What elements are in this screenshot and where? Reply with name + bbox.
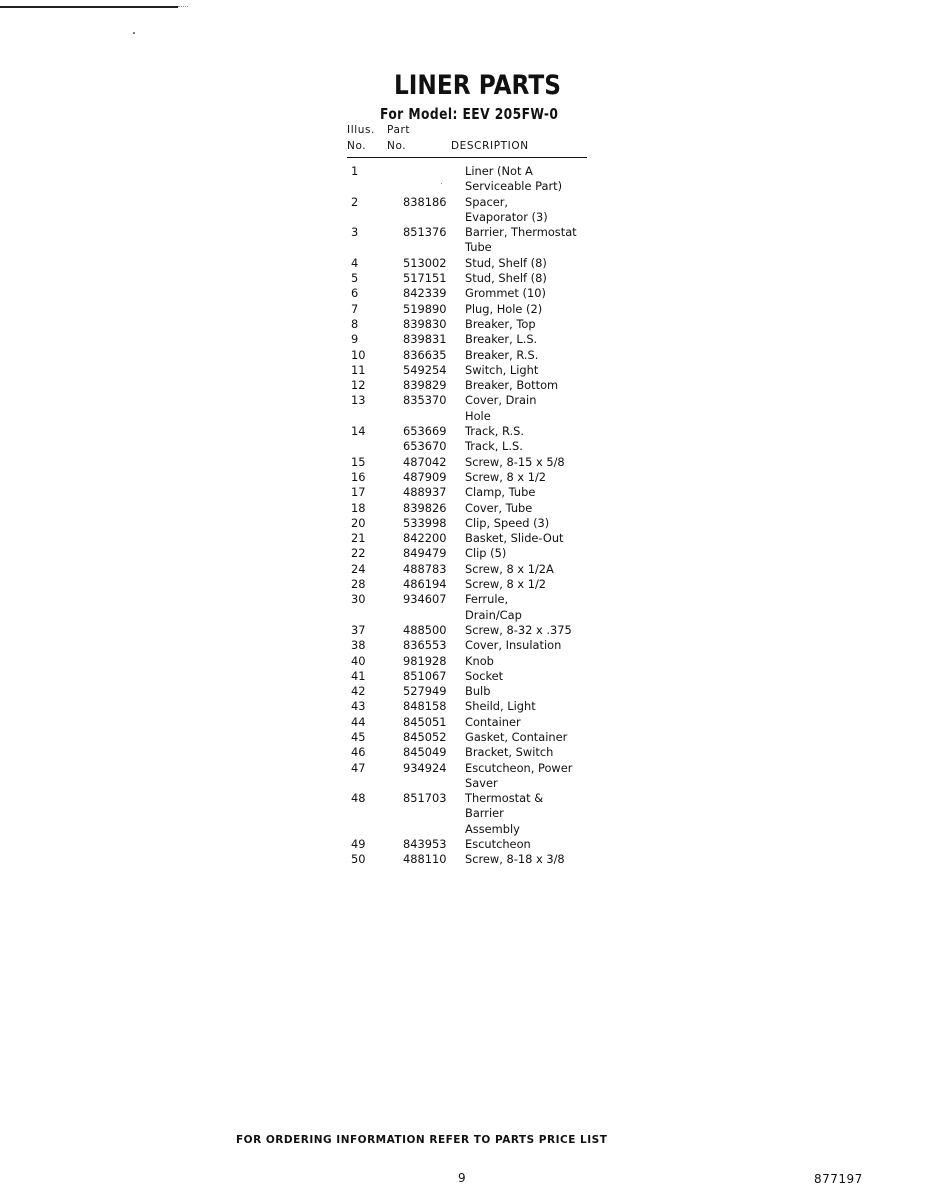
part-number: 488783 xyxy=(403,561,447,576)
part-number: 845052 xyxy=(403,729,447,744)
part-description: Breaker, Top xyxy=(465,316,536,331)
illus-number: 22 xyxy=(351,546,366,561)
page-title: LINER PARTS xyxy=(394,70,561,101)
part-description: Screw, 8-15 x 5/8 xyxy=(465,454,565,469)
part-number: 487909 xyxy=(403,469,447,484)
table-row xyxy=(347,195,587,226)
illus-number: 10 xyxy=(351,347,366,362)
table-row xyxy=(347,332,587,347)
part-number: 836635 xyxy=(403,347,447,362)
parts-table xyxy=(347,124,587,868)
model-subtitle: For Model: EEV 205FW-0 xyxy=(380,105,559,123)
part-number: 851067 xyxy=(403,668,447,683)
illus-number: 50 xyxy=(351,852,366,867)
table-row xyxy=(347,684,587,699)
table-row xyxy=(347,286,587,301)
table-row xyxy=(347,470,587,485)
illus-number: 12 xyxy=(351,378,366,393)
illus-number: 30 xyxy=(351,592,366,607)
part-description: Stud, Shelf (8) xyxy=(465,255,547,270)
part-description: Liner (Not A Serviceable Part) xyxy=(465,164,563,194)
part-number: 653670 xyxy=(403,439,447,454)
illus-number: 20 xyxy=(351,515,366,530)
illus-number: 6 xyxy=(351,286,359,301)
table-row xyxy=(347,730,587,745)
part-description: Breaker, Bottom xyxy=(465,378,559,393)
part-number: 488937 xyxy=(403,485,447,500)
part-number: 845049 xyxy=(403,745,447,760)
part-number: 519890 xyxy=(403,301,447,316)
parts-table-header-row-1 xyxy=(347,124,587,140)
table-row xyxy=(347,852,587,867)
illus-number: 48 xyxy=(351,791,366,806)
table-row xyxy=(347,363,587,378)
illus-number: 15 xyxy=(351,454,366,469)
part-description: Knob xyxy=(465,653,494,668)
scan-speck xyxy=(133,32,135,34)
part-description: Cover, Drain Hole xyxy=(465,393,537,423)
part-number: 849479 xyxy=(403,546,447,561)
part-number: 488500 xyxy=(403,622,447,637)
parts-table-header-row-2 xyxy=(347,140,587,158)
illus-number: 24 xyxy=(351,561,366,576)
part-number: 839830 xyxy=(403,316,447,331)
part-number: 488110 xyxy=(403,852,447,867)
table-row xyxy=(347,791,587,837)
part-description: Bulb xyxy=(465,684,491,699)
part-description: Basket, Slide-Out xyxy=(465,531,564,546)
parts-table-body xyxy=(347,164,587,868)
table-row xyxy=(347,455,587,470)
table-row xyxy=(347,669,587,684)
part-number: 835370 xyxy=(403,393,447,408)
part-description: Socket xyxy=(465,668,504,683)
illus-number: 17 xyxy=(351,485,366,500)
part-number: 842339 xyxy=(403,286,447,301)
illus-number: 42 xyxy=(351,684,366,699)
part-description: Screw, 8-18 x 3/8 xyxy=(465,852,565,867)
part-description: Grommet (10) xyxy=(465,286,546,301)
header-description: DESCRIPTION xyxy=(451,140,529,152)
part-description: Bracket, Switch xyxy=(465,745,554,760)
table-row xyxy=(347,562,587,577)
part-number: 839829 xyxy=(403,378,447,393)
part-number: 843953 xyxy=(403,837,447,852)
part-description: Cover, Tube xyxy=(465,500,533,515)
part-description: Barrier, Thermostat Tube xyxy=(465,225,577,255)
table-row xyxy=(347,546,587,561)
illus-number: 38 xyxy=(351,638,366,653)
illus-number: 28 xyxy=(351,577,366,592)
part-description: Clip, Speed (3) xyxy=(465,515,550,530)
part-number: 487042 xyxy=(403,454,447,469)
part-description: Breaker, R.S. xyxy=(465,347,539,362)
illus-number: 41 xyxy=(351,668,366,683)
part-description: Clamp, Tube xyxy=(465,485,536,500)
part-description: Ferrule, Drain/Cap xyxy=(465,592,522,622)
table-row xyxy=(347,439,587,454)
part-description: Escutcheon xyxy=(465,837,531,852)
part-description: Clip (5) xyxy=(465,546,507,561)
illus-number: 47 xyxy=(351,760,366,775)
document-number: 877197 xyxy=(814,1172,863,1186)
table-row xyxy=(347,302,587,317)
illus-number: 40 xyxy=(351,653,366,668)
part-number: 848158 xyxy=(403,699,447,714)
table-row xyxy=(347,699,587,714)
ordering-note: FOR ORDERING INFORMATION REFER TO PARTS PRICE LIST xyxy=(236,1134,608,1146)
part-description: Breaker, L.S. xyxy=(465,332,538,347)
part-number: 845051 xyxy=(403,714,447,729)
part-number: 549254 xyxy=(403,362,447,377)
illus-number: 21 xyxy=(351,531,366,546)
part-number: 517151 xyxy=(403,271,447,286)
illus-number: 8 xyxy=(351,316,359,331)
part-number: 839831 xyxy=(403,332,447,347)
table-row xyxy=(347,256,587,271)
illus-number: 16 xyxy=(351,469,366,484)
table-row xyxy=(347,654,587,669)
part-number: 851703 xyxy=(403,791,447,806)
table-row xyxy=(347,638,587,653)
part-description: Stud, Shelf (8) xyxy=(465,271,547,286)
part-description: Track, R.S. xyxy=(465,424,525,439)
table-row xyxy=(347,393,587,424)
part-description: Thermostat & Barrier Assembly xyxy=(465,791,544,836)
part-number: 934924 xyxy=(403,760,447,775)
table-row xyxy=(347,715,587,730)
table-row xyxy=(347,516,587,531)
part-number: 486194 xyxy=(403,577,447,592)
part-description: Escutcheon, Power Saver xyxy=(465,760,573,790)
part-number: 836553 xyxy=(403,638,447,653)
header-illus-no: No. xyxy=(347,140,367,152)
part-description: Screw, 8 x 1/2 xyxy=(465,577,547,592)
page-number: 9 xyxy=(458,1171,466,1185)
part-number: 533998 xyxy=(403,515,447,530)
illus-number: 5 xyxy=(351,271,359,286)
illus-number: 37 xyxy=(351,622,366,637)
part-description: Screw, 8 x 1/2 xyxy=(465,469,547,484)
part-description: Screw, 8-32 x .375 xyxy=(465,622,572,637)
part-number: 981928 xyxy=(403,653,447,668)
table-row xyxy=(347,577,587,592)
illus-number: 4 xyxy=(351,255,359,270)
table-row xyxy=(347,501,587,516)
part-description: Sheild, Light xyxy=(465,699,536,714)
illus-number: 3 xyxy=(351,225,359,240)
table-row xyxy=(347,745,587,760)
table-row xyxy=(347,225,587,256)
part-number: 839826 xyxy=(403,500,447,515)
part-number: 838186 xyxy=(403,194,447,209)
table-row xyxy=(347,378,587,393)
table-row xyxy=(347,623,587,638)
part-number: 513002 xyxy=(403,255,447,270)
illus-number: 2 xyxy=(351,194,359,209)
table-row xyxy=(347,424,587,439)
illus-number: 43 xyxy=(351,699,366,714)
part-description: Cover, Insulation xyxy=(465,638,562,653)
illus-number: 7 xyxy=(351,301,359,316)
table-row xyxy=(347,761,587,792)
top-left-rule xyxy=(0,6,178,8)
table-row xyxy=(347,485,587,500)
part-description: Spacer, Evaporator (3) xyxy=(465,194,548,224)
illus-number: 11 xyxy=(351,362,366,377)
header-illus-label: Illus. xyxy=(347,124,375,136)
illus-number: 1 xyxy=(351,164,359,178)
table-row xyxy=(347,348,587,363)
table-row xyxy=(347,317,587,332)
top-left-rule-faint xyxy=(178,6,188,8)
table-row xyxy=(347,531,587,546)
illus-number: 18 xyxy=(351,500,366,515)
illus-number: 13 xyxy=(351,393,366,408)
part-description: Plug, Hole (2) xyxy=(465,301,543,316)
illus-number: 44 xyxy=(351,714,366,729)
header-part-no: No. xyxy=(387,140,407,152)
part-number: 653669 xyxy=(403,424,447,439)
table-row xyxy=(347,592,587,623)
table-row xyxy=(347,837,587,852)
illus-number: 46 xyxy=(351,745,366,760)
part-description: Track, L.S. xyxy=(465,439,523,454)
table-row xyxy=(347,271,587,286)
part-description: Gasket, Container xyxy=(465,729,568,744)
illus-number: 45 xyxy=(351,729,366,744)
part-description: Screw, 8 x 1/2A xyxy=(465,561,554,576)
part-number: 934607 xyxy=(403,592,447,607)
part-description: Container xyxy=(465,714,521,729)
header-part-label: Part xyxy=(387,124,411,136)
illus-number: 49 xyxy=(351,837,366,852)
table-row xyxy=(347,164,587,195)
illus-number: 9 xyxy=(351,332,359,347)
part-number: 527949 xyxy=(403,684,447,699)
part-number: 851376 xyxy=(403,225,447,240)
part-number: 842200 xyxy=(403,531,447,546)
part-description: Switch, Light xyxy=(465,362,539,377)
illus-number: 14 xyxy=(351,424,366,439)
